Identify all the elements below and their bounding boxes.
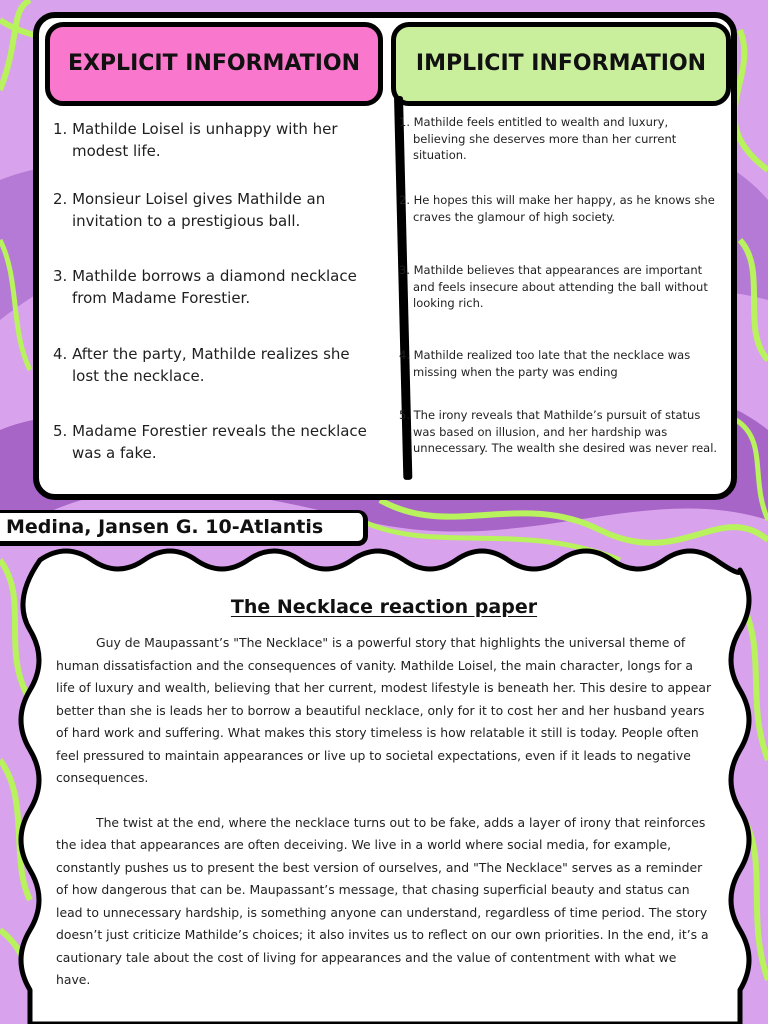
implicit-item-3: 3. Mathilde believes that appearances are important and feels insecure about attending the ball without looking rich. — [399, 263, 708, 310]
paper-paragraph-2: The twist at the end, where the necklace turns out to be fake, adds a layer of irony that reinforces the idea that appearances are often deceiving. We live in a world where social media, for example, constantly pushes us to present the best version of ourselves, and "The Necklace" serves as a reminder of how dangerous that can be. Maupassant’s message, that chasing superficial beauty and status can lead to unnecessary hardship, is something anyone can understand, regardless of time period. The story doesn’t just criticize Mathilde’s choices; it also invites us to reflect on our own priorities. In the end, it’s a cautionary tale about the cost of living for appearances and the value of contentment with what we have. — [56, 814, 709, 987]
implicit-item-2: 2. He hopes this will make her happy, as he knows she craves the glamour of high society. — [399, 193, 715, 224]
explicit-item-5: 5. Madame Forestier reveals the necklace was a fake. — [53, 422, 367, 462]
implicit-title: IMPLICIT INFORMATION — [415, 51, 707, 76]
explicit-item-3: 3. Mathilde borrows a diamond necklace from Madame Forestier. — [53, 267, 357, 307]
explicit-item-4: 4. After the party, Mathilde realizes she lost the necklace. — [53, 345, 350, 385]
paper-title: The Necklace reaction paper — [230, 596, 538, 618]
reaction-paper — [56, 570, 712, 1020]
implicit-item-1: 1. Mathilde feels entitled to wealth and luxury, believing she deserves more than her current situation. — [399, 115, 677, 162]
author-tag: Medina, Jansen G. 10-Atlantis — [0, 510, 368, 546]
explicit-item-2: 2. Monsieur Loisel gives Mathilde an invitation to a prestigious ball. — [53, 190, 326, 230]
explicit-item-1: 1. Mathilde Loisel is unhappy with her modest life. — [53, 120, 338, 160]
explicit-header — [45, 22, 383, 106]
explicit-title: EXPLICIT INFORMATION — [67, 51, 361, 76]
comparison-card — [33, 12, 737, 500]
paper-paragraph-1: Guy de Maupassant’s "The Necklace" is a powerful story that highlights the universal theme of human dissatisfaction and the consequences of vanity. Mathilde Loisel, the main character, longs for a life of luxury and wealth, believing that her current, modest lifestyle is beneath her. This desire to appear better than she is leads her to borrow a beautiful necklace, only for it to cost her and her husband years of hard work and suffering. What makes this story timeless is how relatable it still is today. People often feel pressured to maintain appearances or live up to societal expectations, even if it leads to negative consequences. — [56, 635, 712, 785]
implicit-item-4: 4. Mathilde realized too late that the necklace was missing when the party was ending — [399, 348, 691, 379]
implicit-item-5: 5. The irony reveals that Mathilde’s pursuit of status was based on illusion, and her hardship was unnecessary. The wealth she desired was never real. — [399, 408, 718, 455]
implicit-header — [391, 22, 731, 106]
